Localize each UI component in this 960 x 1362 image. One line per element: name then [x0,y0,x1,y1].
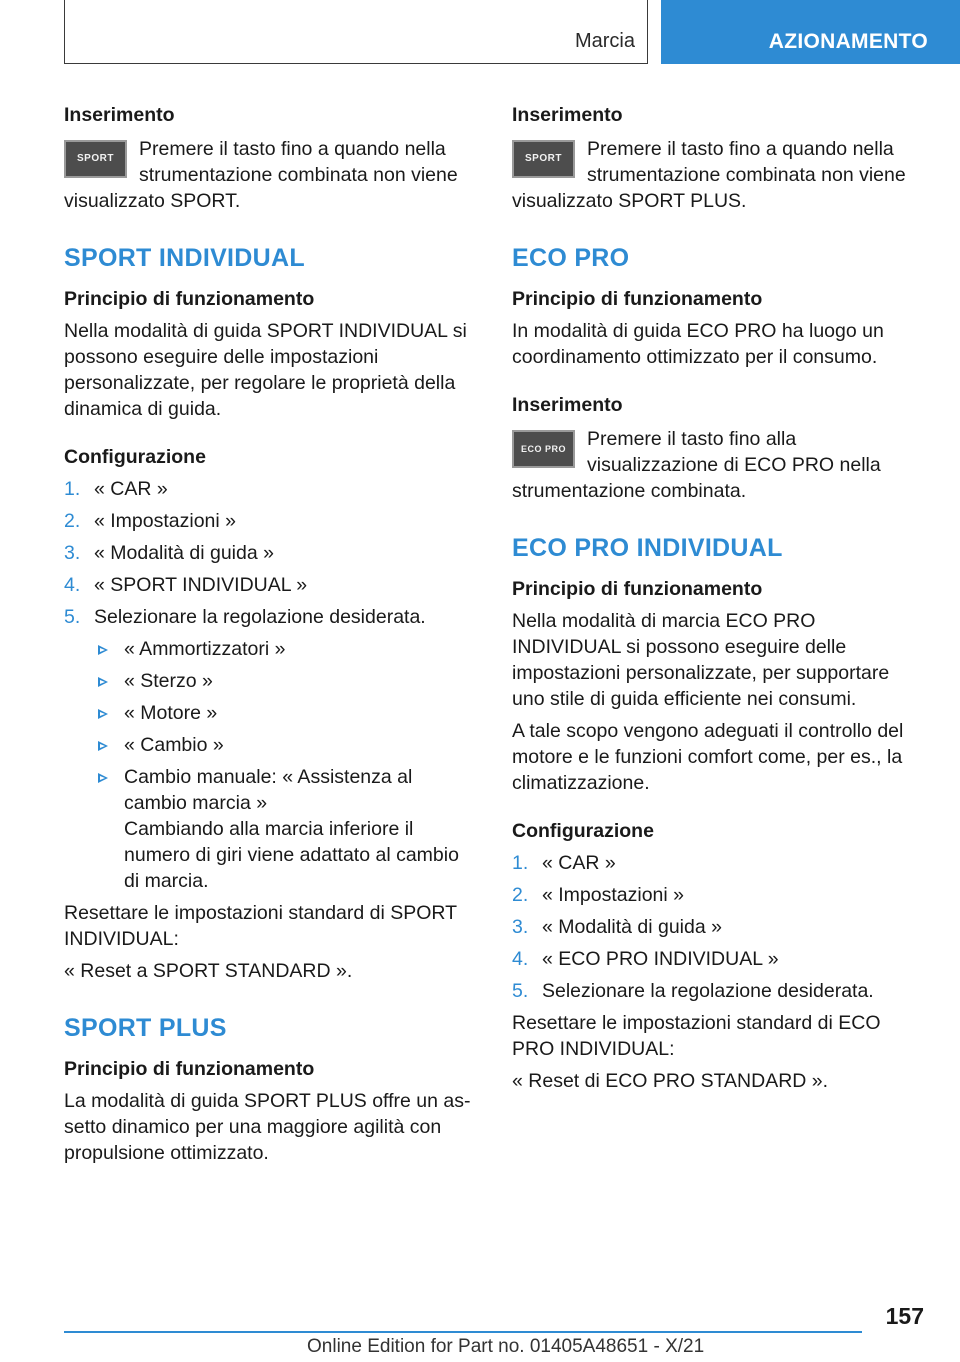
reset-text: Resettare le impostazioni standard di SPORT INDIVIDUAL: [64,902,457,950]
step-text: « Impostazioni » [94,510,236,532]
config-steps [64,476,478,894]
step-number: 3. [512,916,529,938]
triangle-bullet-icon [98,645,108,655]
sport-button-icon: SPORT [64,140,127,178]
step-number: 3. [64,542,81,564]
step-text: « Modalità di guida » [542,916,722,938]
step-number: 5. [64,606,81,628]
insert-text: Premere il tasto fino a quando nella strumentazione combinata non viene visualizzato SPORT PLUS. [512,138,906,212]
footer-rule [64,1331,862,1333]
reset-action: « Reset di ECO PRO STANDARD ». [512,1070,829,1092]
step-text: « CAR » [94,478,168,500]
footer-edition: Online Edition for Part no. 01405A48651 - X/21 [307,1336,705,1357]
step-number: 5. [512,980,529,1002]
principle-heading: Principio di funzionamento [64,1058,315,1080]
option-text: « Ammortizzatori » [124,638,286,660]
right-column [512,100,926,1094]
option-list [94,636,478,894]
triangle-bullet-icon [98,741,108,751]
config-steps [512,850,926,1004]
principle-heading: Principio di funzionamento [64,288,315,310]
insert-paragraph [512,136,926,214]
option-item [94,700,478,726]
step-number: 2. [512,884,529,906]
step-text: « CAR » [542,852,616,874]
insert-text: Premere il tasto fino a quando nella strumentazione combinata non viene visualizzato SPORT. [64,138,458,212]
principle-text: In modalità di guida ECO PRO ha luogo un coordinamento ottimizzato per il consumo. [512,320,884,368]
option-item [94,636,478,662]
reset-action: « Reset a SPORT STANDARD ». [64,960,353,982]
step-text: « Modalità di guida » [94,542,274,564]
option-text: « Sterzo » [124,670,213,692]
step-number: 2. [64,510,81,532]
principle-heading: Principio di funzionamento [512,578,763,600]
header-section-title: Marcia [574,30,635,52]
step-item [64,508,478,534]
triangle-bullet-icon [98,773,108,783]
step-item [64,572,478,598]
left-column [64,100,478,1166]
sport-button-icon: SPORT [512,140,575,178]
step-item [64,604,478,894]
principle-text: La modalità di guida SPORT PLUS offre un assetto dinamico per una maggiore agilità con propulsione ottimizzato. [64,1090,471,1164]
insert-heading: Inserimento [64,104,175,126]
principle-heading: Principio di funzionamento [512,288,763,310]
header-chapter-title: AZIONAMENTO [768,30,928,53]
section-title-sport-plus: SPORT PLUS [64,1014,227,1042]
step-number: 1. [512,852,529,874]
config-heading: Configurazione [512,820,654,842]
reset-text: Resettare le impostazioni standard di ECO PRO INDIVIDUAL: [512,1012,881,1060]
step-text: « Impostazioni » [542,884,684,906]
option-item [94,732,478,758]
step-item [512,850,926,876]
triangle-bullet-icon [98,709,108,719]
step-number: 1. [64,478,81,500]
option-text: « Cambio » [124,734,224,756]
step-number: 4. [512,948,529,970]
principle-text-2: A tale scopo vengono adeguati il controllo del motore e le funzioni comfort come, per es., la climatizzazione. [512,720,904,794]
insert-heading: Inserimento [512,394,623,416]
principle-text: Nella modalità di guida SPORT INDIVIDUAL si possono eseguire delle impostazioni personalizzate, per regolare le proprietà della dinamica di guida. [64,320,467,420]
step-text: « ECO PRO INDIVIDUAL » [542,948,779,970]
step-item [512,978,926,1004]
step-text: Selezionare la regolazione desiderata. [542,980,874,1002]
step-item [64,476,478,502]
header-chapter-tab [661,0,960,64]
principle-text: Nella modalità di marcia ECO PRO INDIVIDUAL si possono eseguire delle impostazioni personalizzate, per supportare uno stile di guida efficiente nei consumi. [512,610,890,710]
section-title-eco-pro-individual: ECO PRO INDIVIDUAL [512,534,783,562]
option-note: Cambiando alla marcia inferiore il numero di giri viene adattato al cambio di marcia. [124,818,459,892]
section-title-eco-pro: ECO PRO [512,244,630,272]
step-item [512,882,926,908]
config-heading: Configurazione [64,446,206,468]
insert-paragraph [512,426,926,504]
eco-pro-button-icon: ECO PRO [512,430,575,468]
insert-text: Premere il tasto fino alla visualizzazione di ECO PRO nella strumentazione combinata. [512,428,881,502]
option-text: « Motore » [124,702,218,724]
triangle-bullet-icon [98,677,108,687]
step-number: 4. [64,574,81,596]
step-text: Selezionare la regolazione desiderata. [94,606,426,628]
section-title-sport-individual: SPORT INDIVIDUAL [64,244,305,272]
header-section-box [64,0,648,64]
option-item [94,668,478,694]
step-item [512,946,926,972]
step-item [64,540,478,566]
page-number: 157 [885,1303,924,1329]
step-item [512,914,926,940]
option-text: Cambio manuale: « Assistenza al cambio marcia » [124,766,413,814]
insert-paragraph [64,136,478,214]
step-text: « SPORT INDIVIDUAL » [94,574,308,596]
option-item [94,764,478,894]
insert-heading: Inserimento [512,104,623,126]
